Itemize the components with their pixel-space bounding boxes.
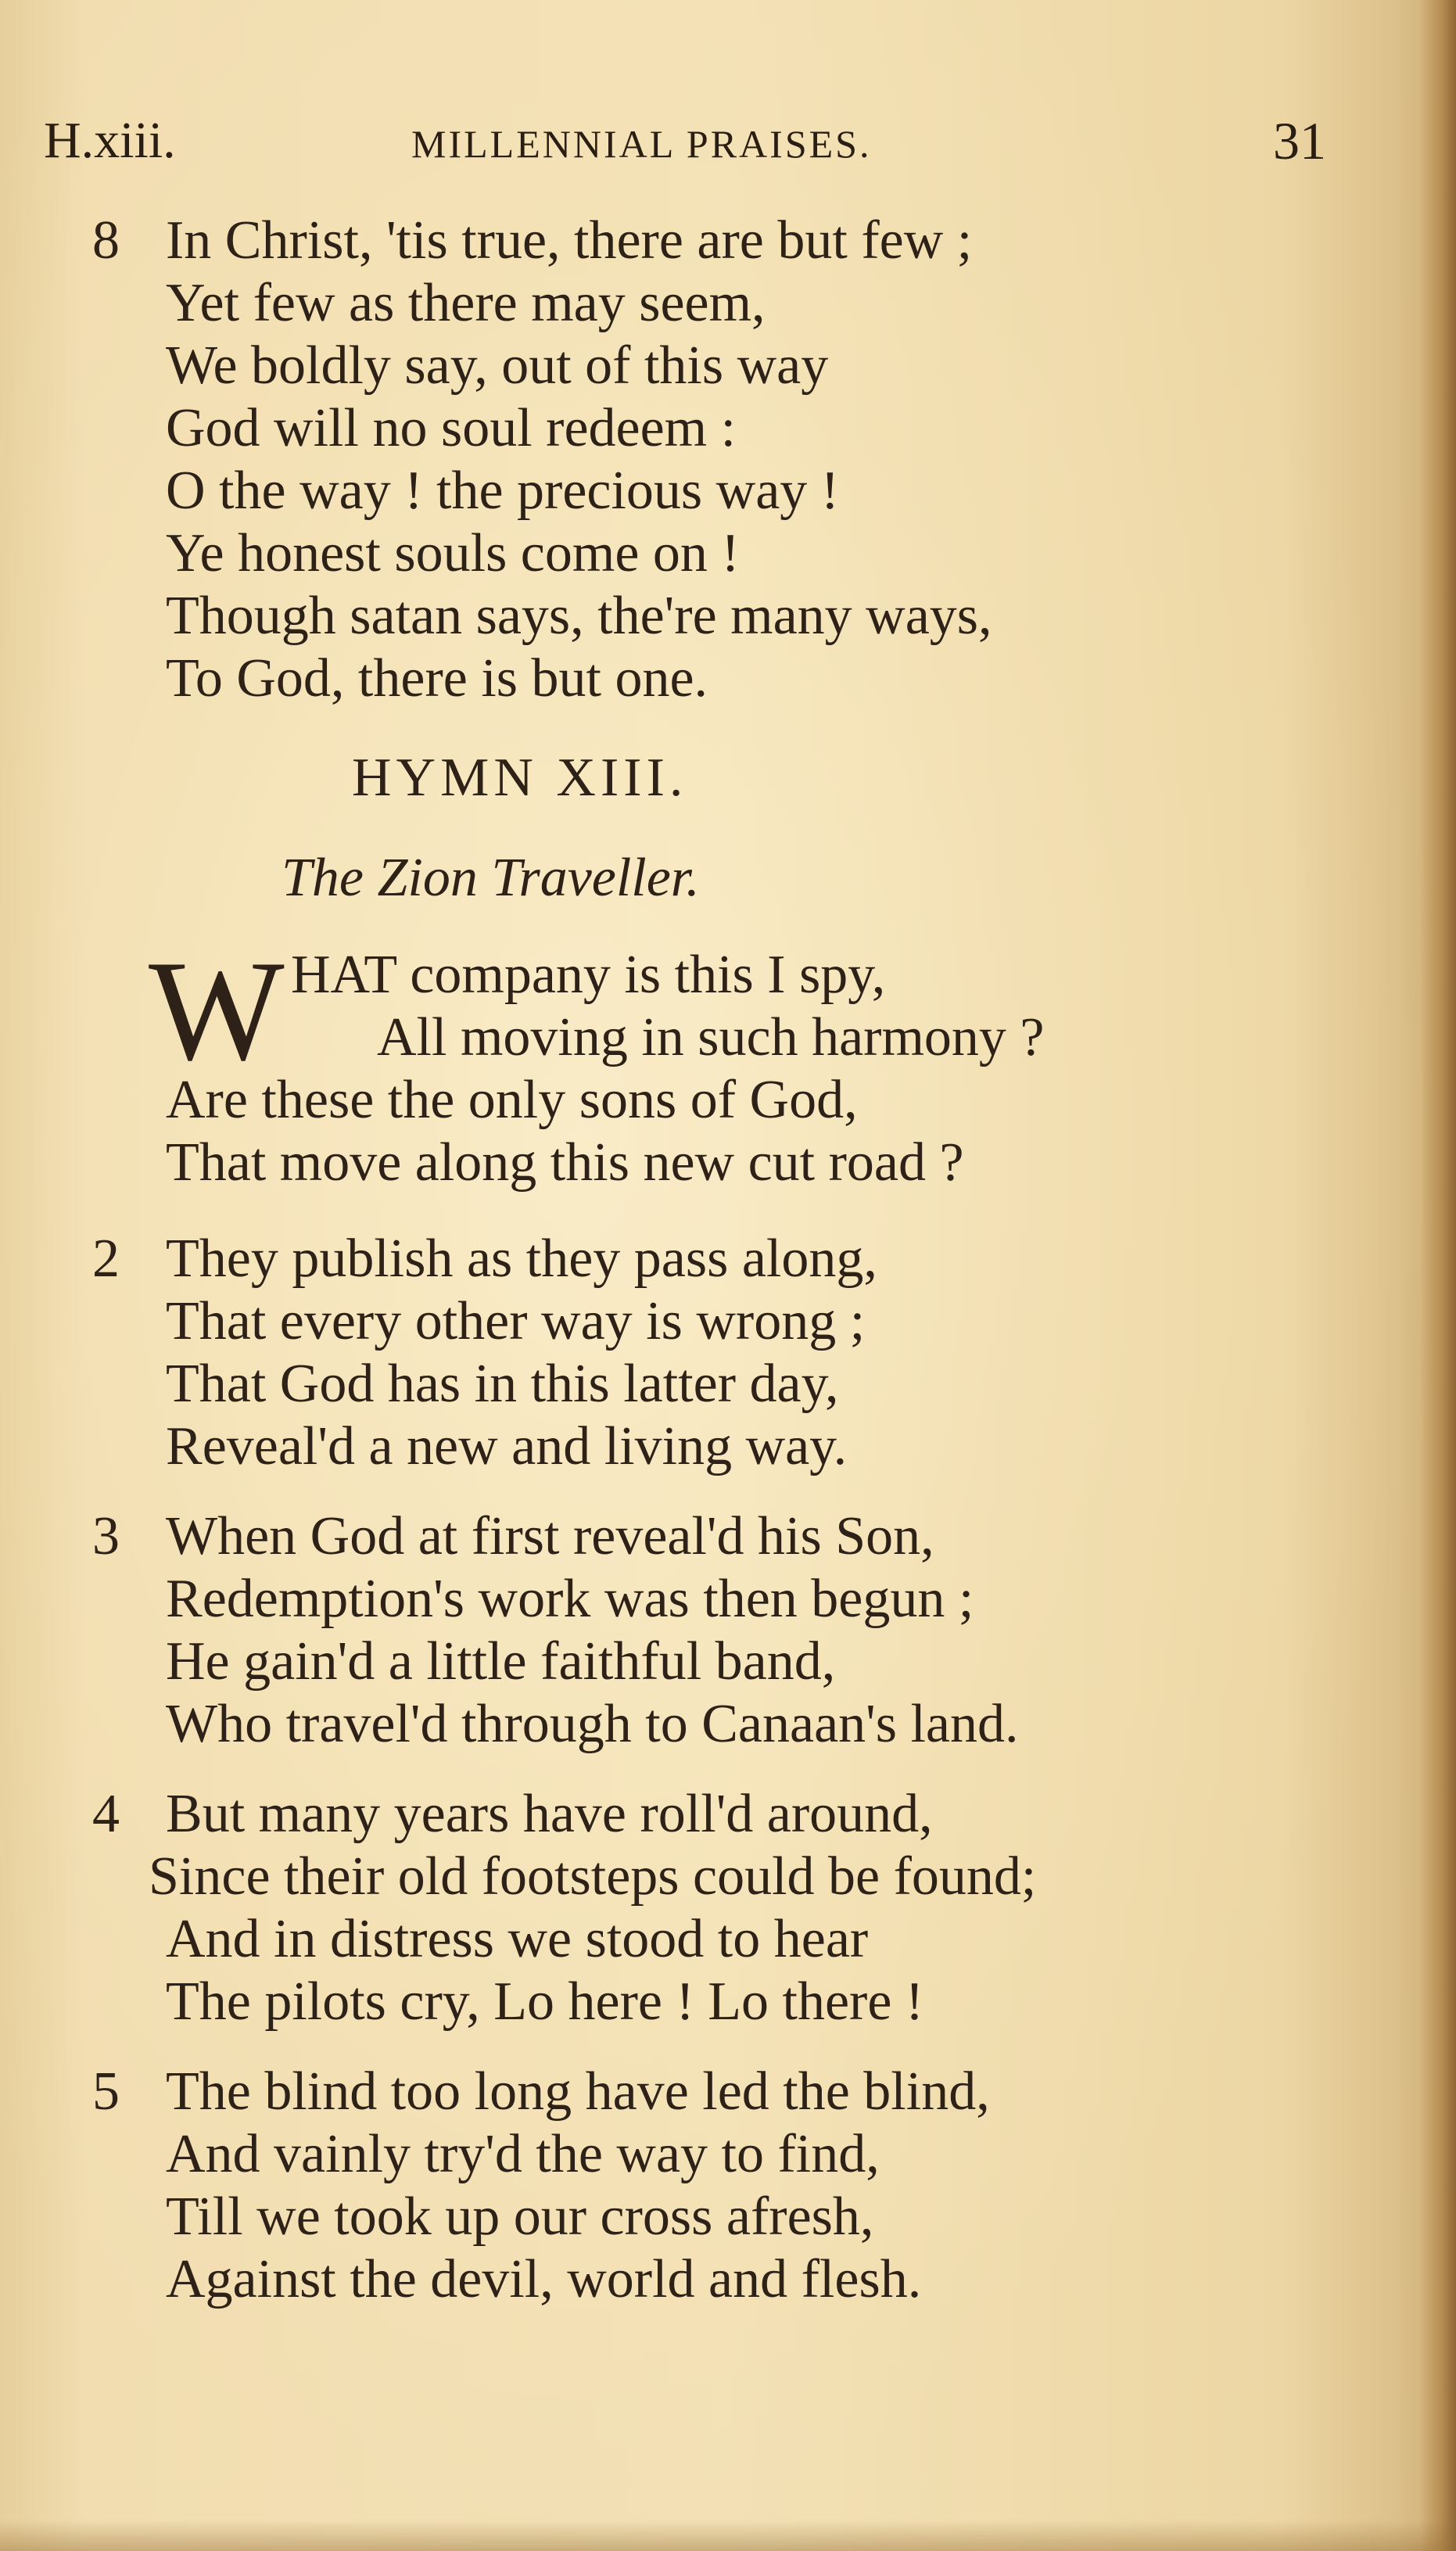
running-title: MILLENNIAL PRAISES.: [411, 122, 872, 166]
verse-line: Reveal'd a new and living way.: [166, 1416, 848, 1476]
verse-line: HAT company is this I spy,: [291, 945, 886, 1005]
hymn-title: HYMN XIII.: [352, 748, 688, 808]
verse-line: Against the devil, world and flesh.: [166, 2249, 922, 2309]
verse-line: Yet few as there may seem,: [166, 273, 766, 333]
verse-line: God will no soul redeem :: [166, 398, 737, 458]
page-bottom-shadow: [0, 2520, 1456, 2551]
verse-line: Redemption's work was then begun ;: [166, 1569, 974, 1629]
verse-line: Though satan says, the're many ways,: [166, 586, 992, 646]
verse-line: Till we took up our cross afresh,: [166, 2187, 874, 2247]
verse-line: That God has in this latter day,: [166, 1354, 839, 1414]
stanza-number: 8: [92, 210, 120, 271]
verse-line: Since their old footsteps could be found;: [149, 1846, 1037, 1907]
stanza-number: 5: [92, 2061, 120, 2122]
page-edge-shadow: [1420, 0, 1456, 2551]
page-number: 31: [1273, 111, 1326, 170]
verse-line: That move along this new cut road ?: [166, 1132, 964, 1193]
hymn-subtitle: The Zion Traveller.: [282, 848, 700, 908]
verse-line: In Christ, 'tis true, there are but few ;: [166, 210, 973, 271]
verse-line: To God, there is but one.: [166, 648, 708, 709]
verse-line: O the way ! the precious way !: [166, 461, 840, 521]
verse-line: Who travel'd through to Canaan's land.: [166, 1694, 1019, 1754]
drop-cap: W: [149, 931, 285, 1090]
verse-line: And vainly try'd the way to find,: [166, 2124, 880, 2184]
verse-line: They publish as they pass along,: [166, 1229, 877, 1289]
section-label: H.xiii.: [44, 112, 176, 169]
verse-line: The blind too long have led the blind,: [166, 2061, 990, 2122]
verse-line: That every other way is wrong ;: [166, 1291, 866, 1351]
running-header: [44, 109, 1326, 172]
verse-line: And in distress we stood to hear: [166, 1909, 869, 1969]
verse-line: We boldly say, out of this way: [166, 335, 829, 396]
verse-line: The pilots cry, Lo here ! Lo there !: [166, 1972, 924, 2032]
stanza-number: 2: [92, 1229, 120, 1289]
verse-line: When God at first reveal'd his Son,: [166, 1506, 934, 1566]
verse-line: Ye honest souls come on !: [166, 523, 740, 583]
verse-line: But many years have roll'd around,: [166, 1784, 933, 1844]
stanza-number: 4: [92, 1784, 120, 1844]
verse-line: He gain'd a little faithful band,: [166, 1631, 836, 1692]
verse-line: All moving in such harmony ?: [377, 1007, 1045, 1067]
stanza-number: 3: [92, 1506, 120, 1566]
verse-line: Are these the only sons of God,: [166, 1070, 858, 1130]
